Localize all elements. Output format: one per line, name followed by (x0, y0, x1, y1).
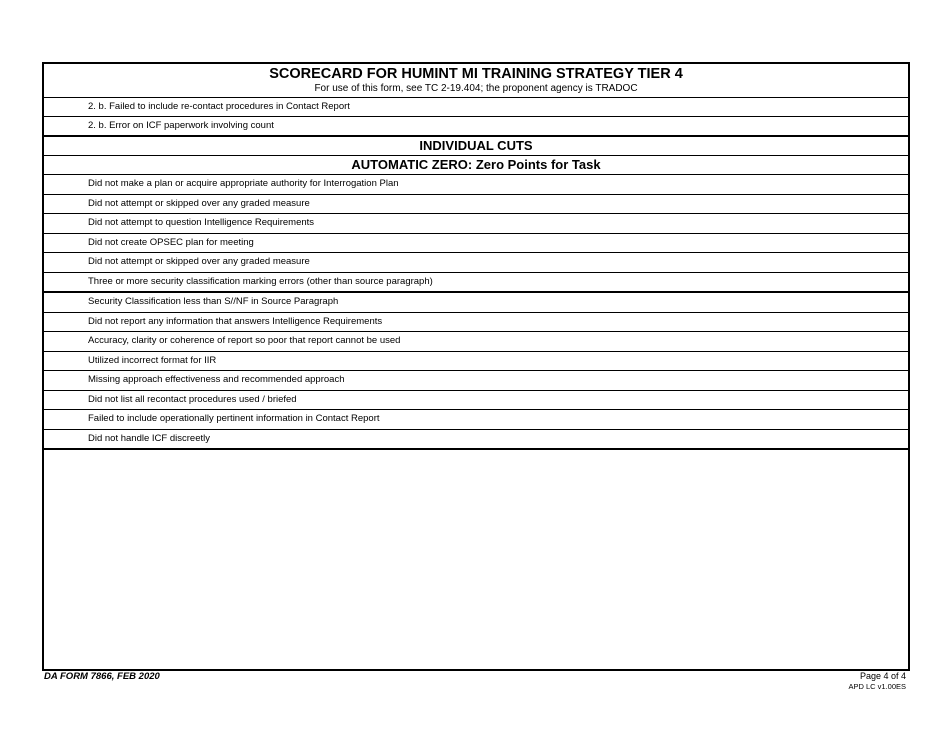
form-title: SCORECARD FOR HUMINT MI TRAINING STRATEGY TIER 4 (269, 66, 683, 82)
cut-item-row: Did not create OPSEC plan for meeting (44, 234, 908, 254)
cut-item-row: Did not attempt or skipped over any graded measure (44, 195, 908, 215)
cut-item-row: Did not handle ICF discreetly (44, 430, 908, 451)
top-item-row: 2. b. Error on ICF paperwork involving count (44, 117, 908, 136)
form-version: APD LC v1.00ES (848, 682, 906, 691)
cut-item-row: Security Classification less than S//NF in Source Paragraph (44, 293, 908, 313)
cut-item-row: Accuracy, clarity or coherence of report so poor that report cannot be used (44, 332, 908, 352)
cut-item-row: Did not attempt or skipped over any graded measure (44, 253, 908, 273)
individual-cuts-heading: INDIVIDUAL CUTS (44, 136, 908, 156)
top-item-row: 2. b. Failed to include re-contact procedures in Contact Report (44, 98, 908, 117)
scorecard-form (42, 62, 910, 671)
cut-item-row: Did not make a plan or acquire appropriate authority for Interrogation Plan (44, 175, 908, 195)
cut-item-row: Did not attempt to question Intelligence Requirements (44, 214, 908, 234)
form-subtitle: For use of this form, see TC 2-19.404; the proponent agency is TRADOC (314, 83, 638, 94)
cut-item-row: Did not list all recontact procedures used / briefed (44, 391, 908, 411)
cut-item-row: Three or more security classification marking errors (other than source paragraph) (44, 273, 908, 294)
cut-item-row: Failed to include operationally pertinent information in Contact Report (44, 410, 908, 430)
automatic-zero-heading: AUTOMATIC ZERO: Zero Points for Task (44, 156, 908, 175)
page-number: Page 4 of 4 (859, 671, 906, 681)
cut-items-list (44, 175, 908, 450)
cut-item-row: Did not report any information that answers Intelligence Requirements (44, 313, 908, 333)
form-id: DA FORM 7866, FEB 2020 (44, 671, 160, 682)
form-header (44, 64, 908, 98)
cut-item-row: Utilized incorrect format for IIR (44, 352, 908, 372)
footer-page-info (848, 671, 906, 691)
cut-item-row: Missing approach effectiveness and recommended approach (44, 371, 908, 391)
